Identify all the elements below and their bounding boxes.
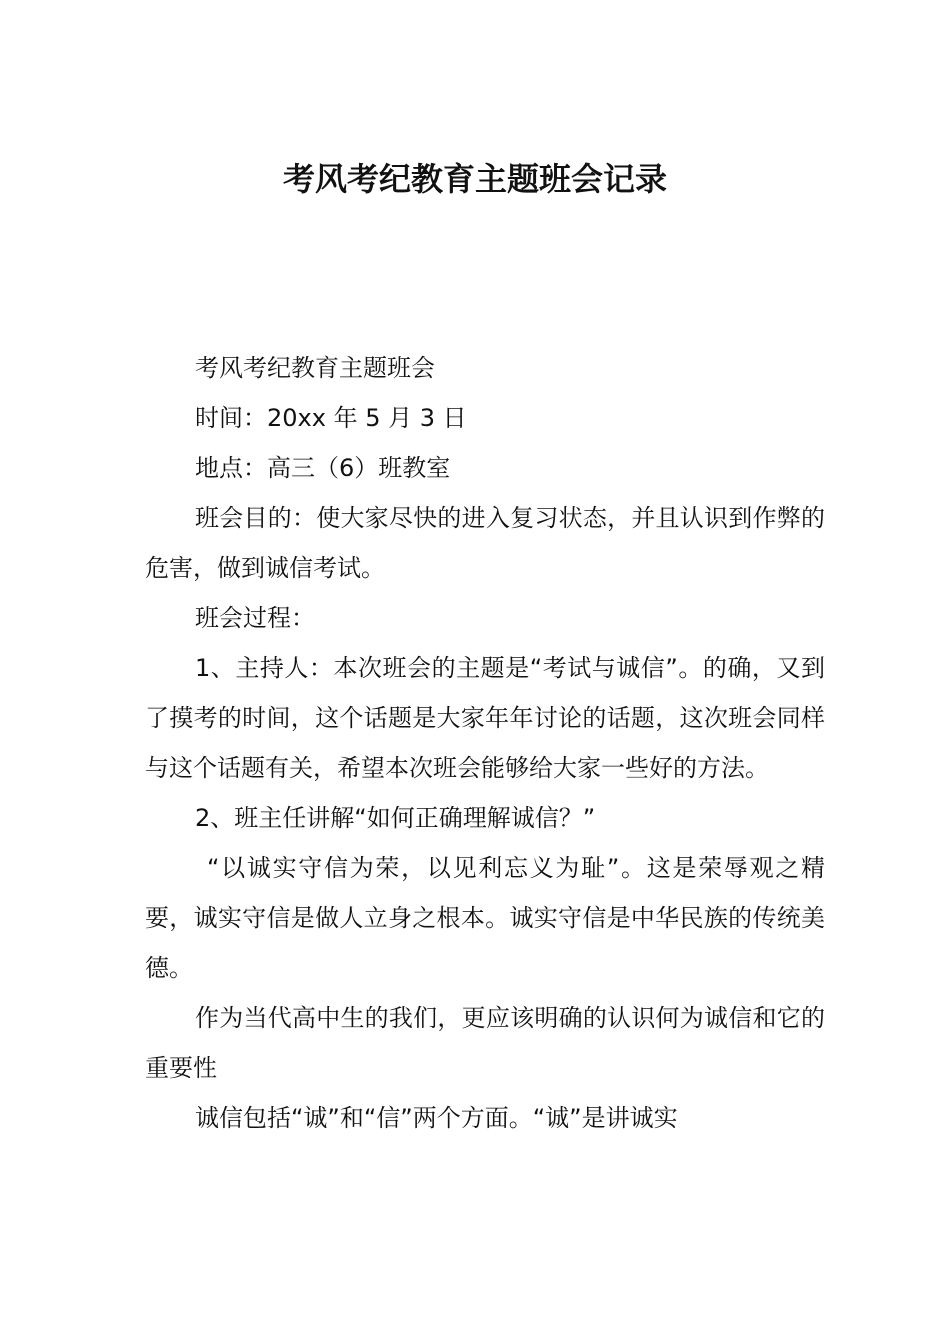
paragraph-students: 作为当代高中生的我们，更应该明确的认识何为诚信和它的重要性 <box>145 1004 825 1082</box>
paragraph-location: 地点：高三（6）班教室 <box>195 454 451 482</box>
document-body <box>145 343 825 1143</box>
document-title: 考风考纪教育主题班会记录 <box>282 160 667 198</box>
paragraph-integrity: 诚信包括“诚”和“信”两个方面。“诚”是讲诚实 <box>195 1104 678 1132</box>
paragraph-time: 时间：20xx 年 5 月 3 日 <box>195 404 467 432</box>
paragraph-process-heading: 班会过程： <box>195 604 315 632</box>
paragraph-subject: 考风考纪教育主题班会 <box>195 354 435 382</box>
paragraph-purpose: 班会目的：使大家尽快的进入复习状态，并且认识到作弊的危害，做到诚信考试。 <box>145 504 825 582</box>
paragraph-honor-quote: “以诚实守信为荣，以见利忘义为耻”。这是荣辱观之精要，诚实守信是做人立身之根本。诚实守信是中华民族的传统美德。 <box>145 854 825 982</box>
paragraph-teacher: 2、班主任讲解“如何正确理解诚信？” <box>195 804 596 832</box>
paragraph-host: 1、主持人：本次班会的主题是“考试与诚信”。的确，又到了摸考的时间，这个话题是大家年年讨论的话题，这次班会同样与这个话题有关，希望本次班会能够给大家一些好的方法。 <box>145 654 825 782</box>
